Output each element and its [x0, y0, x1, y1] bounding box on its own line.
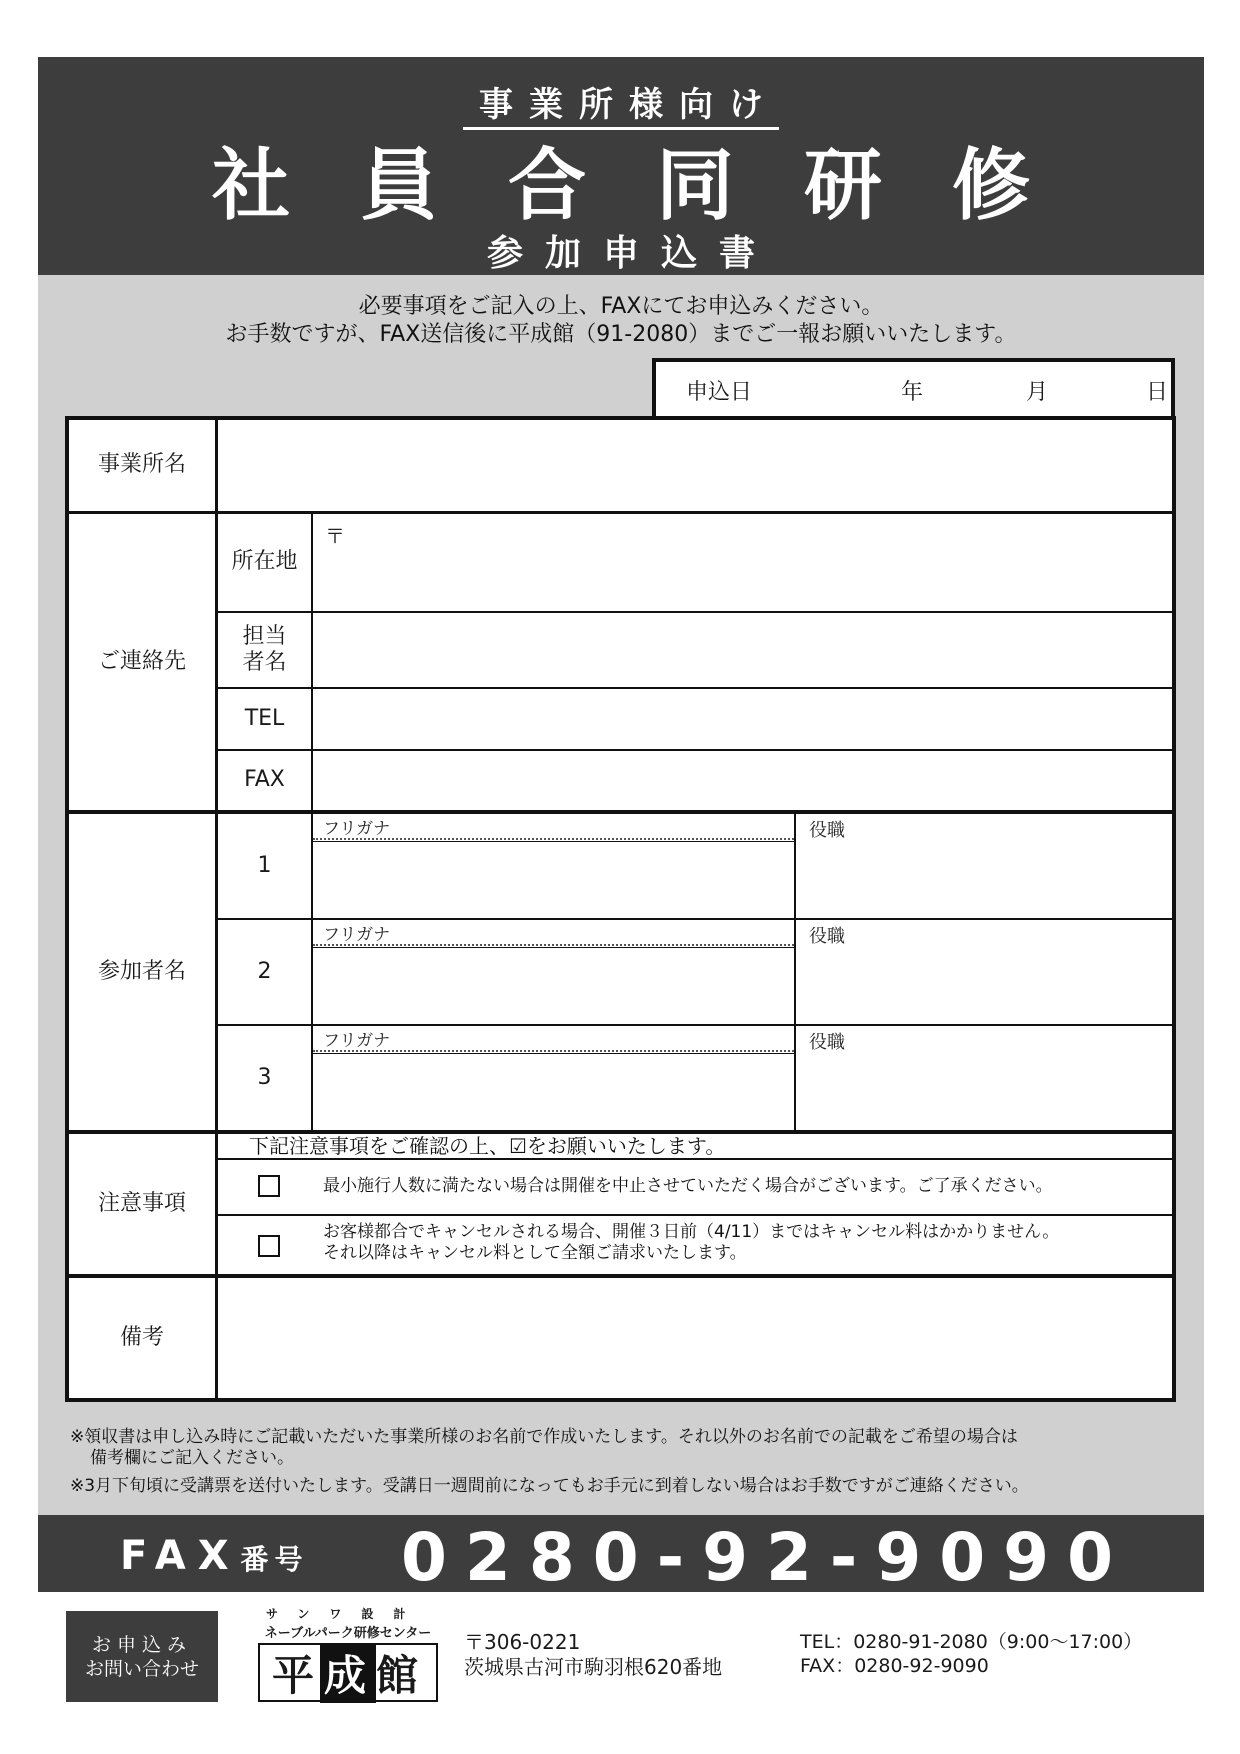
position-label-2: 役職	[809, 926, 845, 947]
participant-number-2: 2	[257, 958, 272, 984]
tel-label: TEL	[244, 705, 285, 731]
contact-label: ご連絡先	[97, 648, 186, 674]
header-band	[38, 57, 1204, 275]
participant-number-1: 1	[257, 852, 272, 878]
notes-label: 注意事項	[97, 1190, 186, 1216]
fax-label: FAX	[244, 767, 285, 793]
participant-name-field-2[interactable]	[313, 949, 794, 1024]
remarks-label: 備考	[119, 1324, 164, 1350]
notes-intro: 下記注意事項をご確認の上、☑をお願いいたします。	[249, 1134, 726, 1158]
note-2-text-line1: お客様都合でキャンセルされる場合、開催３日前（4/11）まではキャンセル料はかかりません。	[323, 1222, 1060, 1242]
position-label-1: 役職	[809, 820, 845, 841]
position-field-3[interactable]	[796, 1026, 1172, 1130]
note-1-text: 最小施行人数に満たない場合は開催を中止させていただく場合がございます。ご了承ください。	[323, 1176, 1053, 1196]
furigana-label-1: フリガナ	[323, 819, 391, 839]
year-label: 年	[901, 380, 924, 405]
participant-name-field-3[interactable]	[313, 1055, 794, 1130]
address-field[interactable]	[313, 514, 1172, 611]
footnote-receipt-cont: 備考欄にご記入ください。	[90, 1448, 294, 1468]
note-1-checkbox[interactable]	[258, 1175, 280, 1197]
note-2-checkbox[interactable]	[258, 1235, 280, 1257]
center-address	[464, 1630, 722, 1680]
tel-field[interactable]	[313, 689, 1172, 749]
position-field-2[interactable]	[796, 920, 1172, 1024]
note-2-text-line2: それ以降はキャンセル料として全額ご請求いたします。	[323, 1243, 747, 1263]
fax-number-band	[38, 1515, 1204, 1596]
furigana-label-3: フリガナ	[323, 1031, 391, 1051]
application-form	[65, 416, 1176, 1402]
fax-field[interactable]	[313, 751, 1172, 810]
day-label: 日	[1146, 380, 1169, 405]
position-label-3: 役職	[809, 1032, 845, 1053]
participants-label: 参加者名	[97, 958, 186, 984]
participant-name-field-1[interactable]	[313, 843, 794, 918]
fax-info: FAX：0280-92-9090	[800, 1655, 989, 1677]
footnote-ticket: ※3月下旬頃に受講票を送付いたします。受講日一週間前になってもお手元に到着しない場合はお手数ですがご連絡ください。	[70, 1476, 1029, 1496]
sub-title: 事業所様向け	[38, 77, 1204, 126]
remarks-field[interactable]	[218, 1278, 1172, 1398]
person-in-charge-field[interactable]	[313, 613, 1172, 687]
postal-mark: 〒	[325, 524, 345, 548]
heiseikan-logo: サンワ設計 ネーブルパーク研修センター 平 成 館	[258, 1605, 438, 1705]
street-address: 茨城県古河市駒羽根620番地	[464, 1655, 723, 1679]
contact-badge: お申込み お問い合わせ	[66, 1611, 218, 1702]
tel-info: TEL：0280-91-2080（9:00〜17:00）	[800, 1631, 1143, 1653]
center-phones	[800, 1630, 1142, 1678]
main-title: 社員合同研修	[211, 141, 1100, 231]
intro-line-1: 必要事項をご記入の上、FAXにてお申込みください。	[358, 294, 884, 319]
position-field-1[interactable]	[796, 814, 1172, 918]
furigana-label-2: フリガナ	[323, 925, 391, 945]
form-title: 参加申込書	[486, 233, 777, 274]
footnote-receipt: ※領収書は申し込み時にご記載いただいた事業所様のお名前で作成いたします。それ以外のお名前での記載をご希望の場合は	[70, 1427, 1018, 1447]
month-label: 月	[1026, 380, 1049, 405]
company-name-field[interactable]	[218, 420, 1172, 511]
company-name-label: 事業所名	[97, 452, 186, 478]
application-date-box[interactable]	[652, 358, 1175, 416]
address-label: 所在地	[231, 549, 298, 575]
intro-line-2: お手数ですが、FAX送信後に平成館（91-2080）までご一報お願いいたします。	[225, 322, 1017, 347]
person-in-charge-label: 担当 者名	[242, 623, 287, 675]
fax-number: 0280-92-9090	[401, 1519, 1132, 1596]
fax-band-label: FAX番号	[120, 1533, 309, 1579]
postal-code: 〒306-0221	[464, 1630, 581, 1654]
participant-number-3: 3	[257, 1064, 272, 1090]
date-label: 申込日	[686, 380, 753, 405]
